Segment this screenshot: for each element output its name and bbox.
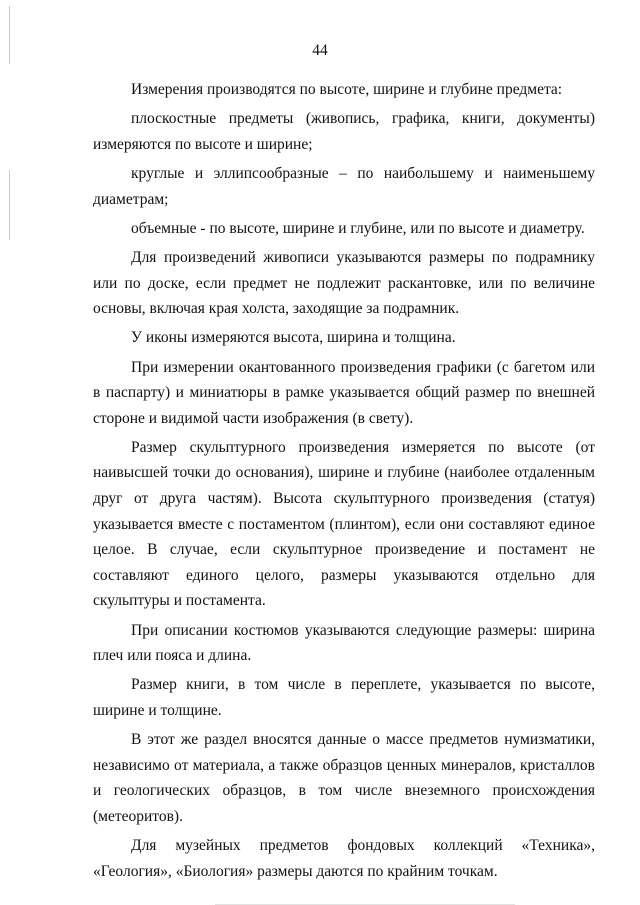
paragraph-books: Размер книги, в том числе в переплете, указывается по высоте, ширине и толщине. [93, 676, 595, 719]
paragraph-icons: У иконы измеряются высота, ширина и толщина. [131, 329, 456, 347]
paragraph-numismatics-mass: В этот же раздел вносятся данные о массе предметов нумизматики, независимо от материала, а также образцов ценных минералов, кристаллов и геологических образцов, в том числе внеземного происхождения (метеоритов). [93, 731, 595, 825]
paragraph-fund-collections: Для музейных предметов фондовых коллекций «Техника», «Геология», «Биология» размеры даются по крайним точкам. [93, 837, 595, 880]
paragraph-round-objects: круглые и эллипсообразные – по наибольшему и наименьшему диаметрам; [93, 164, 595, 208]
paragraph-measurements-intro: Измерения производятся по высоте, ширине и глубине предмета: [131, 81, 563, 98]
scan-edge-mark [9, 170, 10, 240]
paragraph-costumes: При описании костюмов указываются следующие размеры: ширина плеч или пояса и длина. [93, 621, 595, 665]
paragraph-paintings: Для произведений живописи указываются размеры по подрамнику или по доске, если предмет не подлежит раскантовке, или по величине основы, включая края холста, заходящие за подрамник. [93, 248, 595, 318]
document-body [93, 77, 595, 884]
paragraph-flat-objects: плоскостные предметы (живопись, графика, книги, документы) измеряются по высоте и ширине; [93, 110, 595, 153]
paragraph-volume-objects: объемные - по высоте, ширине и глубине, или по высоте и диаметру. [131, 219, 585, 237]
page-number: 44 [312, 42, 328, 59]
paragraph-sculpture: Размер скульптурного произведения измеряется по высоте (от наивысшей точки до основания), ширине и глубине (наиболее отдаленным друг от друга частям). Высота скульптурного произведения (статуя) указывается вместе с постаментом (плинтом), если они составляют единое целое. В случае, если скульптурное произведение и постамент не составляют единого целого, размеры указываются отдельно для скульптуры и постамента. [93, 438, 595, 610]
paragraph-framed-graphics: При измерении окантованного произведения графики (с багетом или в паспарту) и миниатюры в рамке указывается общий размер по внешней стороне и видимой части изображения (в свету). [93, 358, 595, 427]
